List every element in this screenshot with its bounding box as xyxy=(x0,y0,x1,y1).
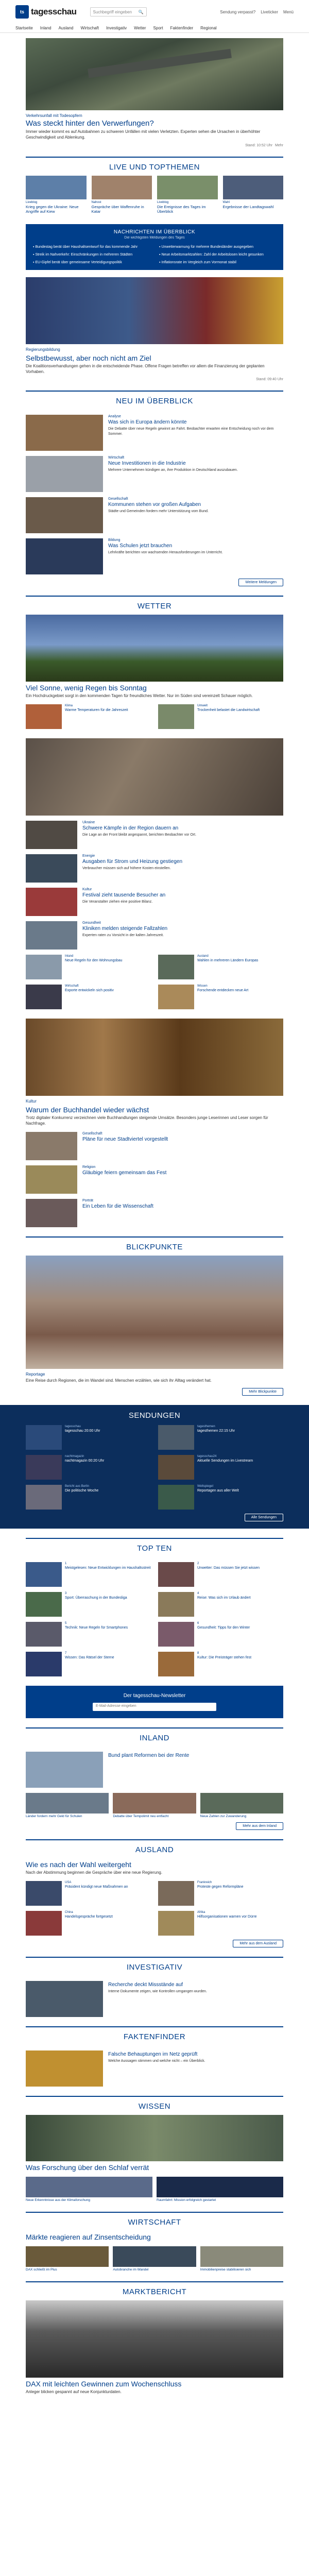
blickpunkt-image[interactable] xyxy=(26,1256,283,1369)
feature-headline[interactable]: Selbstbewusst, aber noch nicht am Ziel xyxy=(26,353,151,362)
list-item-title: Bund plant Reformen bei der Rente xyxy=(108,1752,190,1758)
briefing-item[interactable]: ▪ Inflationsrate im Vergleich zum Vormonat stabil xyxy=(159,260,276,265)
show-card-image xyxy=(26,1485,62,1510)
section-title-inland: INLAND xyxy=(26,1727,283,1747)
wirtschaft-item[interactable] xyxy=(113,2246,196,2272)
markt-teaser: Anleger blicken gespannt auf neue Konjunkturdaten. xyxy=(26,2389,122,2394)
list-item[interactable] xyxy=(26,854,283,883)
list-item-image xyxy=(26,1132,77,1160)
show-card[interactable] xyxy=(158,1425,283,1450)
wirtschaft-item-title: Immobilienpreise stabilisieren sich xyxy=(200,2268,251,2272)
topten-image xyxy=(158,1622,194,1647)
list-item-title: Recherche deckt Missstände auf xyxy=(108,1982,183,1988)
newsletter-title: Der tagesschau-Newsletter xyxy=(123,1692,186,1699)
list-item-image xyxy=(26,415,103,451)
wissen-item-image xyxy=(157,2177,283,2197)
hero-timestamp: Stand: 10:52 Uhr xyxy=(245,143,273,147)
section-title-live: LIVE UND TOPTHEMEN xyxy=(26,157,283,176)
list-item[interactable] xyxy=(26,1981,283,2017)
live-card[interactable] xyxy=(92,176,152,214)
more-blickpunkt-button[interactable]: Mehr Blickpunkte xyxy=(242,1388,283,1396)
feature-image[interactable] xyxy=(26,277,283,344)
wissen-item-image xyxy=(26,2177,152,2197)
wirtschaft-item-image xyxy=(200,2246,283,2267)
live-card-kicker: Wahl xyxy=(222,200,230,204)
list-item-kicker: Religion xyxy=(82,1165,96,1169)
list-item-kicker: Gesellschaft xyxy=(82,1131,102,1136)
list-item-image xyxy=(26,2050,103,2087)
list-item[interactable] xyxy=(26,2050,283,2087)
show-card-kicker: nachtmagazin xyxy=(65,1454,84,1458)
topten-rank: 5 xyxy=(65,1621,67,1625)
top-bar xyxy=(0,0,309,24)
show-card[interactable] xyxy=(158,1455,283,1480)
briefing-subtitle: Die wichtigsten Meldungen des Tages xyxy=(124,235,185,240)
list-item[interactable] xyxy=(26,538,283,574)
show-card[interactable] xyxy=(26,1455,151,1480)
ausland-card[interactable] xyxy=(26,1881,151,1906)
hero-headline[interactable]: Was steckt hinter den Verwerfungen? xyxy=(26,119,154,128)
search-placeholder: Suchbegriff eingeben xyxy=(93,9,132,14)
briefing-box xyxy=(26,224,283,270)
wirtschaft-headline[interactable]: Märkte reagieren auf Zinsentscheidung xyxy=(26,2233,151,2242)
ausland-card-image xyxy=(158,1911,194,1936)
ausland-card-title: Proteste gegen Reformpläne xyxy=(197,1885,244,1889)
all-shows-button[interactable]: Alle Sendungen xyxy=(245,1514,283,1521)
list-item-title: Pläne für neue Stadtviertel vorgestellt xyxy=(82,1136,168,1142)
list-item-image xyxy=(26,1981,103,2017)
topten-item[interactable] xyxy=(26,1592,151,1617)
wirtschaft-item-title: Autobranche im Wandel xyxy=(113,2268,149,2272)
wissen-item-title: Raumfahrt: Mission erfolgreich gestartet xyxy=(157,2198,216,2202)
ausland-card-title: Handelsgespräche fortgesetzt xyxy=(65,1915,113,1919)
briefing-list xyxy=(33,245,276,265)
show-card[interactable] xyxy=(26,1485,151,1510)
list-item-kicker: Analyse xyxy=(108,415,121,419)
weather-card-kicker: Klima xyxy=(65,704,73,708)
logo-mark: ts xyxy=(15,5,29,19)
weather-card-title: Trockenheit belastet die Landwirtschaft xyxy=(197,708,260,713)
wissen-item[interactable] xyxy=(157,2177,283,2202)
list-item-text: Die Debatte über neue Regeln gewinnt an Fahrt. Beobachter erwarten eine Entscheidung noch vor dem Sommer. xyxy=(108,427,274,436)
nav-item[interactable]: Faktenfinder xyxy=(170,26,194,30)
search-icon[interactable]: 🔍 xyxy=(138,9,144,14)
inland-item-title: Länder fordern mehr Geld für Schulen xyxy=(26,1814,82,1818)
grid-card-kicker: Wissen xyxy=(197,985,208,988)
live-card-kicker: Liveblog xyxy=(26,200,38,204)
topten-image xyxy=(158,1592,194,1617)
link-sendung-verpasst[interactable]: Sendung verpasst? xyxy=(220,9,256,14)
topten-title: Gesundheit: Tipps für den Winter xyxy=(197,1625,250,1630)
section-title-wissen: WISSEN xyxy=(26,2096,283,2115)
show-card-kicker: tagesschau24 xyxy=(197,1454,217,1458)
show-card[interactable] xyxy=(158,1485,283,1510)
live-card-image xyxy=(26,176,87,199)
live-card-title: Krieg gegen die Ukraine: Neue Angriffe auf Kiew xyxy=(26,204,79,214)
grid-card-kicker: Inland xyxy=(65,955,74,958)
topten-rank: 2 xyxy=(197,1562,199,1565)
briefing-item[interactable]: ▪ Streik im Nahverkehr: Einschränkungen in mehreren Städten xyxy=(33,252,150,257)
list-item[interactable] xyxy=(26,921,283,950)
inland-item[interactable] xyxy=(200,1793,283,1819)
live-card-title: Die Ereignisse des Tages im Überblick xyxy=(157,204,206,214)
hero-teaser: Immer wieder kommt es auf Autobahnen zu schweren Unfällen mit vielen Verletzten. Experten sehen die Ursachen in überhöhter Geschwindigkeit und Ablenkung. xyxy=(26,129,261,140)
topten-image xyxy=(26,1622,62,1647)
list-item-image xyxy=(26,456,103,492)
topten-rank: 4 xyxy=(197,1591,199,1595)
ausland-card-title: Präsident kündigt neue Maßnahmen an xyxy=(65,1885,128,1889)
grid-card-image xyxy=(158,955,194,979)
grid-card-title: Wahlen in mehreren Ländern Europas xyxy=(197,959,259,963)
ausland-card-title: Hilfsorganisationen warnen vor Dürre xyxy=(197,1915,257,1919)
section-title-neu: NEU IM ÜBERBLICK xyxy=(26,391,283,410)
logo-text: tagesschau xyxy=(31,7,77,16)
topten-image xyxy=(26,1592,62,1617)
list-item[interactable] xyxy=(26,1132,283,1160)
ausland-card-kicker: Afrika xyxy=(197,1911,205,1914)
live-card[interactable] xyxy=(26,176,87,214)
list-item-kicker: Porträt xyxy=(82,1198,94,1202)
wirtschaft-item-title: DAX schließt im Plus xyxy=(26,2268,57,2272)
topten-item[interactable] xyxy=(26,1562,151,1587)
live-card-kicker: Liveblog xyxy=(157,200,169,204)
list-item-title: Ein Leben für die Wissenschaft xyxy=(82,1203,153,1209)
ausland-card-kicker: Frankreich xyxy=(197,1881,212,1885)
grid-card[interactable] xyxy=(26,955,151,979)
weather-card-kicker: Umwelt xyxy=(197,704,208,708)
weather-headline[interactable]: Viel Sonne, wenig Regen bis Sonntag xyxy=(26,684,147,692)
menu-button[interactable]: Menü xyxy=(283,9,294,14)
live-card-image xyxy=(157,176,218,199)
inland-item-image xyxy=(200,1793,283,1814)
show-card[interactable] xyxy=(26,1425,151,1450)
list-item-title: Festival zieht tausende Besucher an xyxy=(82,892,166,899)
show-card-kicker: tagesschau xyxy=(65,1425,81,1428)
show-card-kicker: Bericht aus Berlin xyxy=(65,1484,90,1488)
topten-item[interactable] xyxy=(158,1592,283,1617)
topten-title: Wissen: Das Rätsel der Sterne xyxy=(65,1655,114,1659)
show-card-title: tagesthemen 22:15 Uhr xyxy=(197,1429,235,1433)
list-item-image xyxy=(26,538,103,574)
topten-rank: 6 xyxy=(197,1621,199,1625)
live-card[interactable] xyxy=(223,176,284,214)
list-item-kicker: Kultur xyxy=(82,888,92,892)
live-card-image xyxy=(223,176,284,199)
inland-item-image xyxy=(26,1793,109,1814)
inland-item-title: Neue Zahlen zur Zuwanderung xyxy=(200,1814,247,1818)
section-title-topten: TOP TEN xyxy=(26,1538,283,1557)
list-item-image xyxy=(26,921,77,950)
wirtschaft-item-image xyxy=(113,2246,196,2267)
topten-item[interactable] xyxy=(26,1652,151,1676)
show-card-title: nachtmagazin 00:20 Uhr xyxy=(65,1459,105,1463)
ausland-card-image xyxy=(26,1911,62,1936)
show-card-kicker: tagesthemen xyxy=(197,1425,215,1428)
inland-item-title: Debatte über Tempolimit neu entfacht xyxy=(113,1814,169,1818)
weather-card[interactable] xyxy=(158,704,283,729)
wirtschaft-item-image xyxy=(26,2246,109,2267)
nav-item[interactable]: Ausland xyxy=(58,26,74,30)
books-kicker: Kultur xyxy=(26,1099,37,1104)
list-item-image xyxy=(26,821,77,849)
nav-item[interactable]: Wirtschaft xyxy=(80,26,99,30)
list-item-text: Interne Dokumente zeigen, wie Kontrollen umgangen wurden. xyxy=(108,1990,207,1994)
top-links xyxy=(220,10,294,14)
topten-rank: 8 xyxy=(197,1651,199,1655)
grid-card-title: Exporte entwickeln sich positiv xyxy=(65,989,114,993)
hero-image[interactable] xyxy=(26,38,283,110)
weather-image[interactable] xyxy=(26,615,283,682)
grid-card-title: Forschende entdecken neue Art xyxy=(197,989,249,993)
feature-timestamp: Stand: 09:40 Uhr xyxy=(256,378,283,382)
ausland-card[interactable] xyxy=(158,1881,283,1906)
list-item-image xyxy=(26,854,77,883)
briefing-item[interactable]: ▪ Unwetterwarnung für mehrere Bundesländer ausgegeben xyxy=(159,245,276,249)
wirtschaft-item[interactable] xyxy=(26,2246,109,2272)
topten-rank: 7 xyxy=(65,1651,67,1655)
list-item-text: Städte und Gemeinden fordern mehr Unterstützung vom Bund. xyxy=(108,510,209,514)
topten-title: Reise: Was sich im Urlaub ändert xyxy=(197,1596,251,1600)
show-card-image xyxy=(26,1425,62,1450)
show-card-image xyxy=(26,1455,62,1480)
list-item-title: Falsche Behauptungen im Netz geprüft xyxy=(108,2052,198,2058)
topten-image xyxy=(158,1652,194,1676)
list-item-title: Schwere Kämpfe in der Region dauern an xyxy=(82,825,179,832)
show-card-image xyxy=(158,1485,194,1510)
ausland-card[interactable] xyxy=(26,1911,151,1936)
blickpunkt-kicker: Reportage xyxy=(26,1371,45,1377)
list-item-image xyxy=(26,1165,77,1194)
show-card-title: tagesschau 20:00 Uhr xyxy=(65,1429,100,1433)
briefing-item[interactable]: ▪ EU-Gipfel berät über gemeinsame Verteidigungspolitik xyxy=(33,260,150,265)
list-item[interactable] xyxy=(26,415,283,451)
briefing-item[interactable]: ▪ Bundestag berät über Haushaltsentwurf für das kommende Jahr xyxy=(33,245,150,249)
hero-more-link[interactable]: Mehr xyxy=(275,143,283,147)
section-title-wirtschaft: WIRTSCHAFT xyxy=(26,2212,283,2231)
grid-card[interactable] xyxy=(158,985,283,1009)
newsletter-email-input[interactable]: E-Mail-Adresse eingeben xyxy=(93,1703,216,1711)
topten-title: Unwetter: Das müssen Sie jetzt wissen xyxy=(197,1566,260,1570)
ausland-card-kicker: USA xyxy=(65,1881,72,1885)
more-ausland-button[interactable]: Mehr aus dem Ausland xyxy=(233,1940,283,1947)
section-title-ausland: AUSLAND xyxy=(26,1839,283,1858)
feature-teaser: Die Koalitionsverhandlungen gehen in die entscheidende Phase. Offene Fragen betreffen vor allem die Finanzierung der geplanten Vorhaben. xyxy=(26,363,265,374)
grid-card-image xyxy=(26,985,62,1009)
live-cards xyxy=(26,176,283,214)
list-item-title: Kommunen stehen vor großen Aufgaben xyxy=(108,502,201,508)
nav-item[interactable]: Sport xyxy=(153,26,163,30)
list-item-text: Verbraucher müssen sich auf höhere Kosten einstellen. xyxy=(82,867,171,871)
topten-title: Technik: Neue Regeln für Smartphones xyxy=(65,1625,128,1630)
blickpunkt-teaser: Eine Reise durch Regionen, die im Wandel sind. Menschen erzählen, wie sich ihr Alltag verändert hat. xyxy=(26,1378,212,1383)
list-item-title: Gläubige feiern gemeinsam das Fest xyxy=(82,1170,167,1176)
weather-card-image xyxy=(26,704,62,729)
briefing-title: NACHRICHTEN IM ÜBERBLICK xyxy=(113,229,196,235)
live-card-image xyxy=(92,176,152,199)
story-image[interactable] xyxy=(26,738,283,816)
wissen-image[interactable] xyxy=(26,2115,283,2161)
list-item-image xyxy=(26,497,103,533)
show-card-image xyxy=(158,1455,194,1480)
list-item[interactable] xyxy=(26,888,283,916)
wissen-item-title: Neue Erkenntnisse aus der Klimaforschung xyxy=(26,2198,91,2202)
topten-item[interactable] xyxy=(158,1562,283,1587)
live-card[interactable] xyxy=(157,176,218,214)
topten-title: Kultur: Die Preisträger stehen fest xyxy=(197,1655,252,1659)
list-item-kicker: Gesundheit xyxy=(82,921,101,925)
topten-item[interactable] xyxy=(26,1622,151,1647)
weather-card-title: Warme Temperaturen für die Jahreszeit xyxy=(65,708,128,713)
list-item-title: Ausgaben für Strom und Heizung gestiegen xyxy=(82,859,183,865)
feature-kicker: Regierungsbildung xyxy=(26,347,60,352)
section-title-markt: MARKTBERICHT xyxy=(26,2281,283,2300)
grid-card-image xyxy=(158,985,194,1009)
section-title-faktenfinder: FAKTENFINDER xyxy=(26,2026,283,2045)
grid-card-kicker: Ausland xyxy=(197,955,209,958)
list-item-title: Was Schulen jetzt brauchen xyxy=(108,543,173,549)
search-input[interactable] xyxy=(90,7,147,16)
list-item-kicker: Energie xyxy=(82,854,95,858)
topten-item[interactable] xyxy=(158,1622,283,1647)
books-headline[interactable]: Warum der Buchhandel wieder wächst xyxy=(26,1106,149,1114)
list-item-text: Experten raten zu Vorsicht in der kalten Jahreszeit. xyxy=(82,934,164,938)
ausland-headline[interactable]: Wie es nach der Wahl weitergeht xyxy=(26,1860,131,1869)
topten-title: Sport: Überraschung in der Bundesliga xyxy=(65,1596,127,1600)
topten-image xyxy=(26,1652,62,1676)
more-news-button[interactable]: Weitere Meldungen xyxy=(238,579,283,586)
list-item-image xyxy=(26,888,77,916)
grid-card[interactable] xyxy=(26,985,151,1009)
ausland-card-image xyxy=(26,1881,62,1906)
main-nav xyxy=(0,24,309,33)
hero-kicker: Verkehrsunfall mit Todesopfern xyxy=(26,113,82,118)
list-item-text: Mehrere Unternehmen kündigen an, ihre Produktion in Deutschland auszubauen. xyxy=(108,468,238,472)
wissen-headline[interactable]: Was Forschung über den Schlaf verrät xyxy=(26,2163,149,2172)
nav-item[interactable]: Inland xyxy=(40,26,52,30)
live-card-kicker: Nahost xyxy=(91,200,101,204)
topten-image xyxy=(26,1562,62,1587)
list-item-text: Lehrkräfte berichten von wachsenden Herausforderungen im Unterricht. xyxy=(108,551,223,555)
list-item-image xyxy=(26,1752,103,1788)
ausland-card-image xyxy=(158,1881,194,1906)
weather-card[interactable] xyxy=(26,704,151,729)
show-card-kicker: Weltspiegel xyxy=(197,1484,213,1488)
list-item-title: Was sich in Europa ändern könnte xyxy=(108,419,187,426)
topten-rank: 3 xyxy=(65,1591,67,1595)
show-card-image xyxy=(158,1425,194,1450)
markt-headline[interactable]: DAX mit leichten Gewinnen zum Wochenschluss xyxy=(26,2379,182,2388)
ausland-card-kicker: China xyxy=(65,1911,73,1914)
weather-card-image xyxy=(158,704,194,729)
list-item[interactable] xyxy=(26,497,283,533)
section-title-blickpunkt: BLICKPUNKTE xyxy=(26,1236,283,1256)
list-item-title: Kliniken melden steigende Fallzahlen xyxy=(82,926,168,932)
inland-item-image xyxy=(113,1793,196,1814)
list-item-kicker: Gesellschaft xyxy=(108,497,128,501)
list-item-image xyxy=(26,1199,77,1227)
list-item[interactable] xyxy=(26,456,283,492)
inland-item[interactable] xyxy=(113,1793,196,1819)
ausland-card[interactable] xyxy=(158,1911,283,1936)
list-item[interactable] xyxy=(26,1165,283,1194)
grid-card-title: Neue Regeln für den Wohnungsbau xyxy=(65,959,123,963)
ausland-teaser: Nach der Abstimmung beginnen die Gespräche über eine neue Regierung. xyxy=(26,1870,163,1875)
show-card-title: Aktuelle Sendungen im Livestream xyxy=(197,1459,253,1463)
list-item[interactable] xyxy=(26,1752,283,1788)
topten-item[interactable] xyxy=(158,1652,283,1676)
section-title-investigativ: INVESTIGATIV xyxy=(26,1957,283,1976)
newsletter-box xyxy=(26,1686,283,1718)
topten-rank: 1 xyxy=(65,1562,67,1565)
grid-card[interactable] xyxy=(158,955,283,979)
briefing-item[interactable]: ▪ Neue Arbeitsmarktzahlen: Zahl der Arbeitslosen leicht gesunken xyxy=(159,252,276,257)
list-item-title: Neue Investitionen in die Industrie xyxy=(108,461,186,467)
list-item-kicker: Ukraine xyxy=(82,821,95,825)
logo[interactable] xyxy=(15,5,77,19)
grid-card-image xyxy=(26,955,62,979)
inland-item[interactable] xyxy=(26,1793,109,1819)
section-title-sendungen: SENDUNGEN xyxy=(128,1411,181,1420)
show-card-title: Reportagen aus aller Welt xyxy=(197,1488,239,1493)
show-card-title: Die politische Woche xyxy=(65,1488,99,1493)
list-item[interactable] xyxy=(26,1199,283,1227)
grid-card-kicker: Wirtschaft xyxy=(65,985,79,988)
markt-image[interactable] xyxy=(26,2300,283,2378)
nav-item[interactable]: Investigativ xyxy=(106,26,127,30)
list-item-kicker: Bildung xyxy=(108,538,121,543)
topten-title: Meistgelesen: Neue Entwicklungen im Haushaltsstreit xyxy=(65,1566,151,1570)
list-item-text: Die Lage an der Front bleibt angespannt, berichten Beobachter vor Ort. xyxy=(82,833,197,837)
wissen-item[interactable] xyxy=(26,2177,152,2202)
list-item-kicker: Wirtschaft xyxy=(108,456,125,460)
list-item-text: Welche Aussagen stimmen und welche nicht – ein Überblick. xyxy=(108,2059,205,2063)
wirtschaft-item[interactable] xyxy=(200,2246,283,2272)
link-liveticker[interactable]: Liveticker xyxy=(261,9,278,14)
more-inland-button[interactable]: Mehr aus dem Inland xyxy=(236,1822,283,1830)
nav-item[interactable]: Wetter xyxy=(134,26,146,30)
live-card-title: Ergebnisse der Landtagswahl xyxy=(222,204,274,209)
books-teaser: Trotz digitaler Konkurrenz verzeichnen viele Buchhandlungen steigende Umsätze. Besonders junge Leserinnen und Leser sorgen für Nachfrage. xyxy=(26,1115,268,1126)
list-item[interactable] xyxy=(26,821,283,849)
list-item-text: Die Veranstalter ziehen eine positive Bilanz. xyxy=(82,900,153,904)
sendungen-section xyxy=(0,1405,309,1529)
topten-image xyxy=(158,1562,194,1587)
nav-item[interactable]: Regional xyxy=(200,26,217,30)
books-image[interactable] xyxy=(26,1019,283,1096)
weather-teaser: Ein Hochdruckgebiet sorgt in den kommenden Tagen für freundliches Wetter. Nur im Süden sind vereinzelt Schauer möglich. xyxy=(26,693,253,699)
section-title-wetter: WETTER xyxy=(26,596,283,615)
live-card-title: Gespräche über Waffenruhe in Katar xyxy=(91,204,144,214)
nav-item[interactable]: Startseite xyxy=(15,26,33,30)
